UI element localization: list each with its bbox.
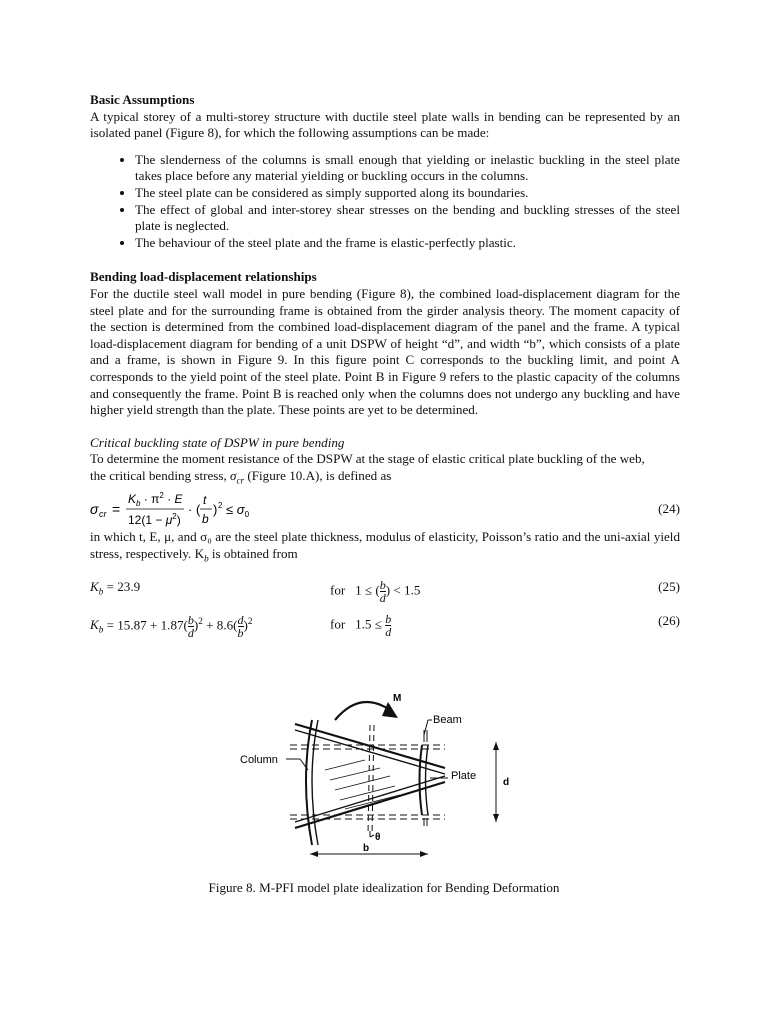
plate-idealization-svg xyxy=(230,690,550,860)
equation-26-condition: for 1.5 ≤ $\frac{b}{d}$ xyxy=(330,611,392,639)
tension-field-line xyxy=(335,776,390,790)
svg-text:cr: cr xyxy=(99,509,107,520)
equation-24 xyxy=(90,489,680,529)
beam-label: Beam xyxy=(433,714,462,726)
bending-body: For the ductile steel wall model in pure bending (Figure 8), the combined load-displacement diagram for the steel plate and for the surrounding frame is obtained from the girder analysis theory. The moment capacity of the section is determined from the combined load-displacement diagram of the panel and the frame. A typical load-displacement diagram for bending of a unit DSPW of height “d”, and width “b”, which consists of a plate and a frame, is shown in Figure 9. In this figure point C corresponds to the buckling limit, and point A corresponds to the yield point of the steel plate. Point B in Figure 9 refers to the plastic capacity of the columns and consequently the frame. Point B is reached only when the columns does not undergo any buckling and have higher yield strength than the plate. These points are yet to be determined. xyxy=(90,285,680,418)
list-item: • The effect of global and inter-storey shear stresses on the bending and buckling stresses of the steel plate is neglected. xyxy=(135,202,680,235)
height-label: d xyxy=(503,777,510,788)
right-column-curve xyxy=(426,745,429,815)
equation-25 xyxy=(90,571,680,603)
width-label: b xyxy=(363,843,370,854)
section-heading-bending: Bending load-displacement relationships xyxy=(90,269,317,285)
moment-arrow xyxy=(335,702,390,720)
svg-text:≤ σ0: ≤ $\sigma_0$ xyxy=(226,502,250,520)
left-column-curve xyxy=(306,720,312,845)
equation-number: (24) xyxy=(658,501,680,517)
equation-26 xyxy=(90,605,680,639)
angle-mark xyxy=(370,835,374,837)
equation-25-condition: for 1 ≤ ( $\frac{b}{d}$ ) < 1.5 xyxy=(330,577,421,605)
section-heading-basic-assumptions: Basic Assumptions xyxy=(90,92,195,107)
moment-label: M xyxy=(393,693,402,704)
svg-text:· (: · ( xyxy=(188,502,201,518)
svg-text:σ: σ xyxy=(90,501,99,518)
svg-text:): ) xyxy=(213,502,218,518)
equation-26-lhs: $K_b = 15.87 + 1.87$( $\frac{b}{d}$ )$^2$ + 8.6( $\frac{d}{b}$ )$^2$ xyxy=(90,612,253,640)
right-column-curve xyxy=(420,745,423,815)
plate-label: Plate xyxy=(451,770,477,782)
svg-text:12(1 − μ2): $12(1 - \mu^2)$ xyxy=(128,512,181,528)
list-item: • The behaviour of the steel plate and the frame is elastic-perfectly plastic. xyxy=(135,235,680,252)
figure-8-diagram xyxy=(230,690,550,860)
page-body xyxy=(90,92,680,639)
column-label: Column xyxy=(240,754,278,766)
critical-buckling-line1: To determine the moment resistance of the DSPW at the stage of elastic critical plate buckling of the web, xyxy=(90,451,645,467)
angle-label: θ xyxy=(375,832,381,843)
figure-caption: Figure 8. M-PFI model plate idealization for Bending Deformation xyxy=(208,880,560,895)
svg-text:t: t xyxy=(203,493,207,508)
bottom-beam-line xyxy=(295,782,445,828)
tension-field-line xyxy=(325,760,365,770)
svg-text:=: = xyxy=(112,501,121,518)
tension-field-line xyxy=(330,768,380,780)
svg-text:b: b xyxy=(202,512,209,527)
dimension-arrowhead-icon xyxy=(493,742,499,750)
svg-text:Kb · π2 · E: $K_b \cdot \pi^2 \cdot E$ xyxy=(128,491,183,509)
dimension-arrowhead-icon xyxy=(493,814,499,822)
after-equation-text: in which t, E, μ, and σ₀ are the steel plate thickness, modulus of elasticity, Poisson’s ratio and the uni-axial yield stress, respectively. $K_b$ is obtained from xyxy=(90,529,680,564)
critical-buckling-line2: the critical bending stress, $\sigma_{cr}$ (Figure 10.A), is defined as xyxy=(90,467,392,486)
equation-24-render xyxy=(90,489,330,529)
equation-25-lhs: $K_b = 23.9$ xyxy=(90,578,141,597)
list-item: • The slenderness of the columns is small enough that yielding or inelastic buckling in the steel plate takes place before any material yielding or buckling occurs in the columns. xyxy=(135,152,680,185)
dimension-arrowhead-icon xyxy=(420,851,428,857)
dimension-arrowhead-icon xyxy=(310,851,318,857)
subheading-critical-buckling: Critical buckling state of DSPW in pure bending xyxy=(90,434,345,450)
svg-text:2: 2 xyxy=(218,501,223,511)
tension-field-line xyxy=(340,786,395,800)
equation-number: (25) xyxy=(658,578,680,594)
list-item: • The steel plate can be considered as simply supported along its boundaries. xyxy=(135,185,680,202)
left-column-curve xyxy=(312,720,318,845)
basic-assumptions-intro: A typical storey of a multi-storey structure with ductile steel plate walls in bending can be represented by an isolated panel (Figure 8), for which the following assumptions can be made: xyxy=(90,108,680,141)
moment-arrowhead-icon xyxy=(382,702,398,718)
assumptions-list xyxy=(90,152,680,252)
equation-number: (26) xyxy=(658,612,680,628)
